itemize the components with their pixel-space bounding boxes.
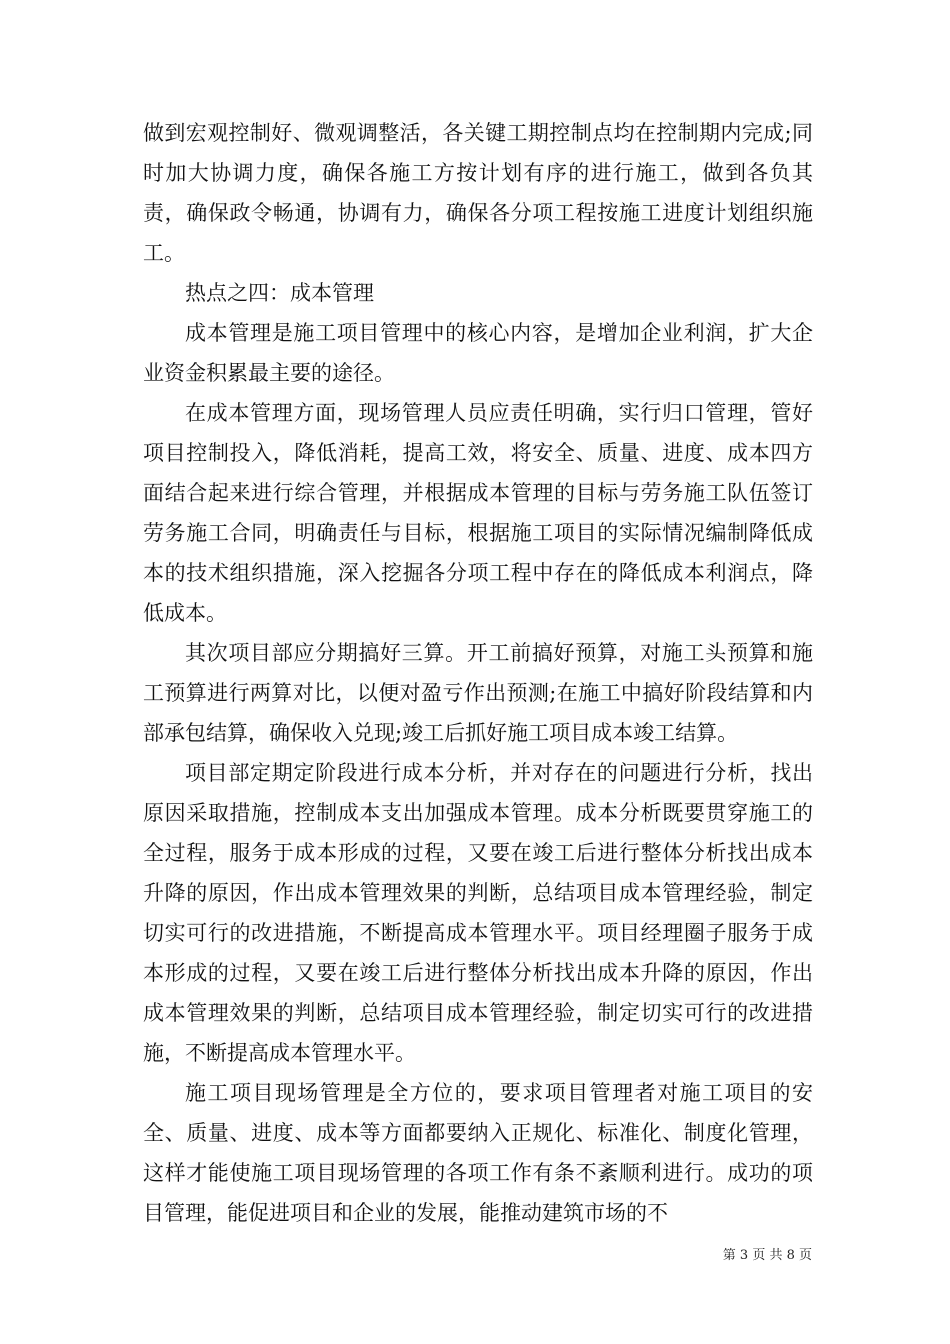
paragraph: 其次项目部应分期搞好三算。开工前搞好预算，对施工头预算和施工预算进行两算对比，以便对盈亏作出预测;在施工中搞好阶段结算和内部承包结算，确保收入兑现;竣工后抓好施工项目成本竣工结算。	[143, 641, 813, 745]
paragraph: 成本管理是施工项目管理中的核心内容，是增加企业利润，扩大企业资金积累最主要的途径。	[143, 321, 813, 385]
document-body	[143, 113, 813, 1233]
paragraph: 在成本管理方面，现场管理人员应责任明确，实行归口管理，管好项目控制投入，降低消耗，提高工效，将安全、质量、进度、成本四方面结合起来进行综合管理，并根据成本管理的目标与劳务施工队伍签订劳务施工合同，明确责任与目标，根据施工项目的实际情况编制降低成本的技术组织措施，深入挖掘各分项工程中存在的降低成本利润点，降低成本。	[143, 401, 813, 625]
page-number: 第 3 页 共 8 页	[722, 1248, 812, 1263]
section-heading: 热点之四：成本管理	[185, 281, 374, 305]
paragraph: 项目部定期定阶段进行成本分析，并对存在的问题进行分析，找出原因采取措施，控制成本支出加强成本管理。成本分析既要贯穿施工的全过程，服务于成本形成的过程，又要在竣工后进行整体分析找出成本升降的原因，作出成本管理效果的判断，总结项目成本管理经验，制定切实可行的改进措施，不断提高成本管理水平。项目经理圈子服务于成本形成的过程，又要在竣工后进行整体分析找出成本升降的原因，作出成本管理效果的判断，总结项目成本管理经验，制定切实可行的改进措施，不断提高成本管理水平。	[143, 761, 813, 1065]
paragraph-continued: 做到宏观控制好、微观调整活，各关键工期控制点均在控制期内完成;同时加大协调力度，确保各施工方按计划有序的进行施工，做到各负其责，确保政令畅通，协调有力，确保各分项工程按施工进度计划组织施工。	[143, 121, 813, 265]
paragraph: 施工项目现场管理是全方位的，要求项目管理者对施工项目的安全、质量、进度、成本等方面都要纳入正规化、标准化、制度化管理，这样才能使施工项目现场管理的各项工作有条不紊顺利进行。成功的项目管理，能促进项目和企业的发展，能推动建筑市场的不	[143, 1081, 813, 1225]
